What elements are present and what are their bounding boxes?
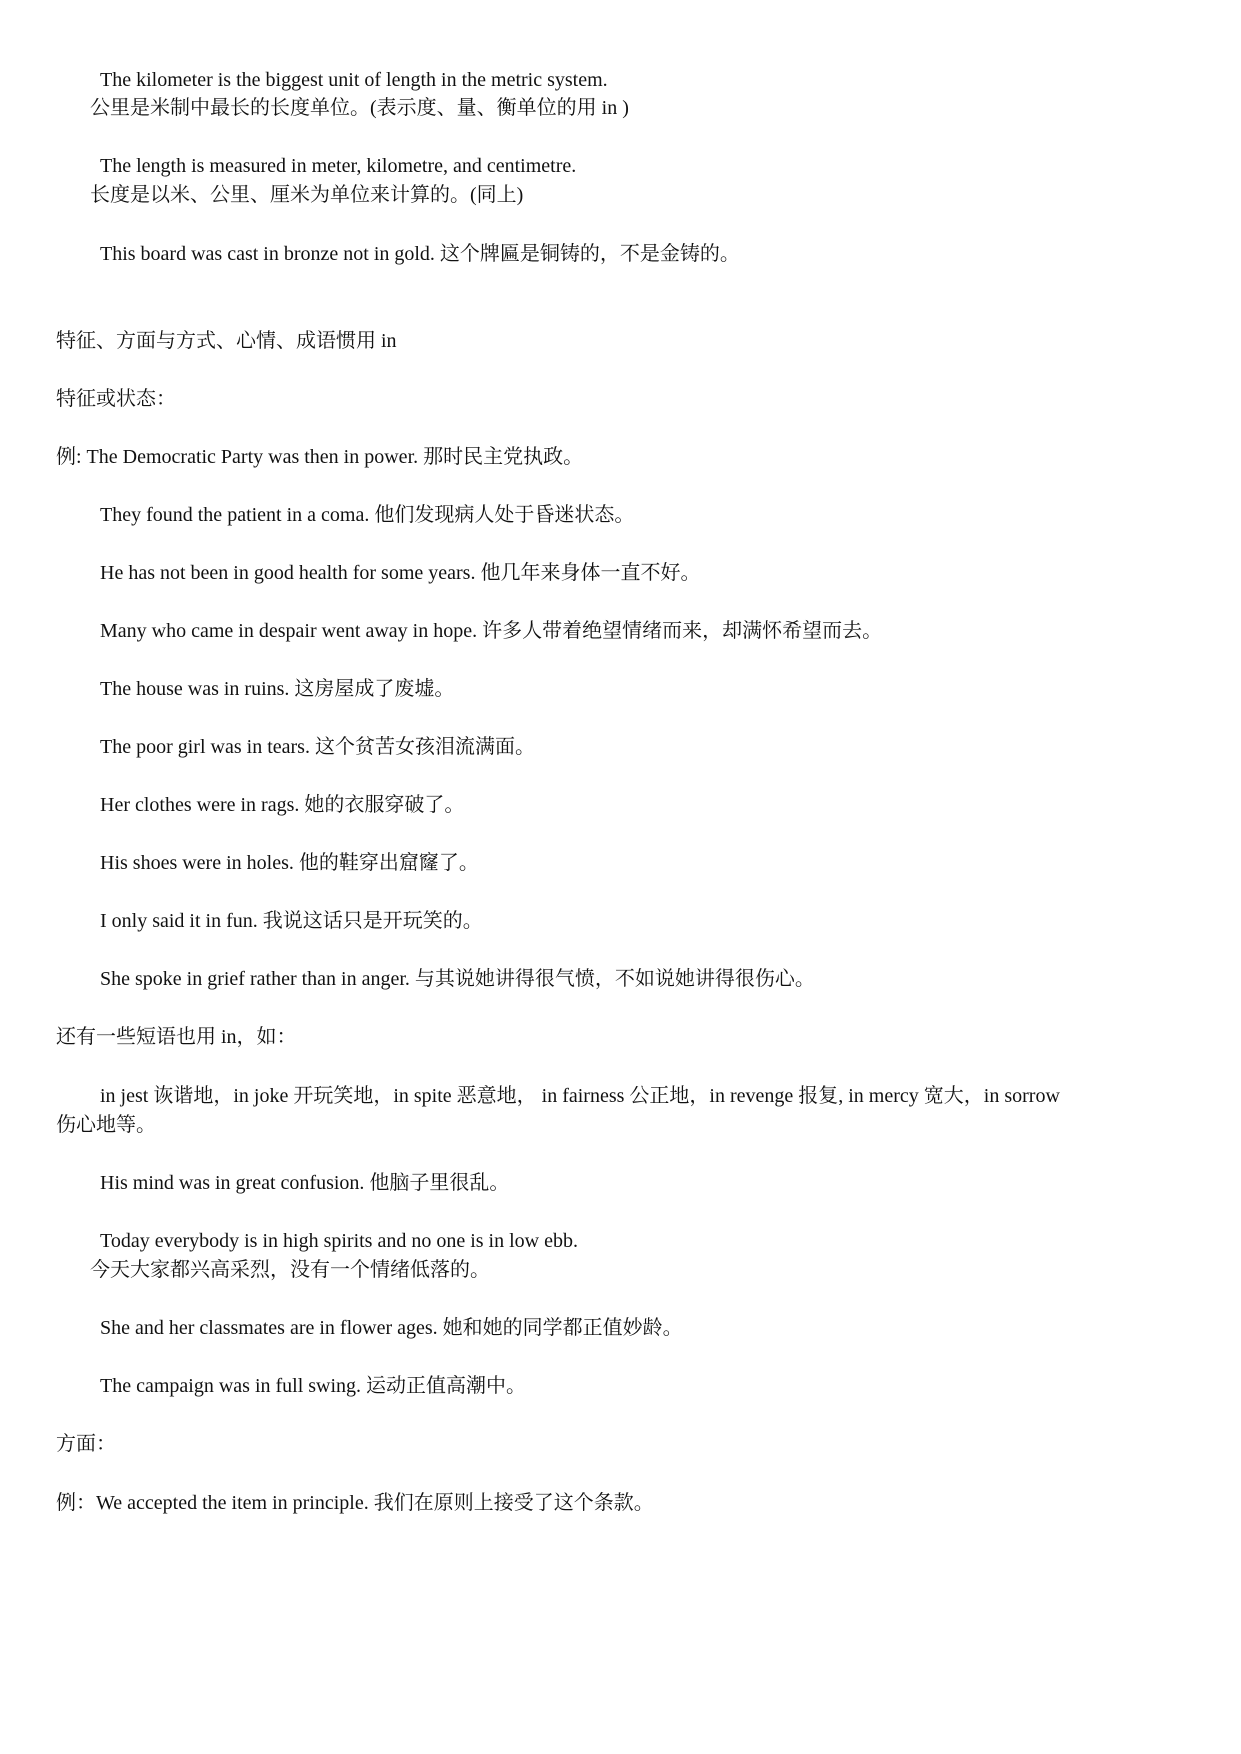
example-line: She spoke in grief rather than in anger. 与其说她讲得很气愤，不如说她讲得很伤心。	[100, 968, 815, 990]
text-line: 还有一些短语也用 in，如：	[56, 1026, 297, 1048]
example-line: The campaign was in full swing. 运动正值高潮中。	[100, 1375, 527, 1397]
example-line: Today everybody is in high spirits and no one is in low ebb.	[100, 1230, 578, 1252]
example-line: The poor girl was in tears. 这个贫苦女孩泪流满面。	[100, 736, 535, 758]
example-line: 例：We accepted the item in principle. 我们在原则上接受了这个条款。	[56, 1492, 654, 1514]
example-line: I only said it in fun. 我说这话只是开玩笑的。	[100, 910, 483, 932]
text-line: The kilometer is the biggest unit of length in the metric system.	[100, 69, 608, 91]
subsection-heading: 方面：	[56, 1433, 116, 1455]
example-line: 例: The Democratic Party was then in power. 那时民主党执政。	[56, 446, 584, 468]
example-line: His mind was in great confusion. 他脑子里很乱。	[100, 1172, 510, 1194]
example-line: His shoes were in holes. 他的鞋穿出窟窿了。	[100, 852, 479, 874]
example-line: The house was in ruins. 这房屋成了废墟。	[100, 678, 455, 700]
translation-line: 今天大家都兴高采烈，没有一个情绪低落的。	[90, 1259, 490, 1281]
phrase-list-line: in jest 诙谐地，in joke 开玩笑地，in spite 恶意地， in fairness 公正地，in revenge 报复, in mercy 宽大，in sorrow	[100, 1085, 1060, 1107]
phrase-list-line: 伤心地等。	[56, 1114, 156, 1136]
section-heading: 特征、方面与方式、心情、成语惯用 in	[56, 330, 397, 352]
text-line: 长度是以米、公里、厘米为单位来计算的。(同上)	[90, 184, 524, 206]
text-line: 公里是米制中最长的长度单位。(表示度、量、衡单位的用 in )	[90, 97, 629, 119]
example-line: Her clothes were in rags. 她的衣服穿破了。	[100, 794, 465, 816]
example-line: She and her classmates are in flower ages. 她和她的同学都正值妙龄。	[100, 1317, 683, 1339]
subsection-heading: 特征或状态：	[56, 388, 176, 410]
example-line: He has not been in good health for some years. 他几年来身体一直不好。	[100, 562, 701, 584]
text-line: The length is measured in meter, kilometre, and centimetre.	[100, 155, 577, 177]
example-line: They found the patient in a coma. 他们发现病人处于昏迷状态。	[100, 504, 635, 526]
example-line: Many who came in despair went away in hope. 许多人带着绝望情绪而来，却满怀希望而去。	[100, 620, 883, 642]
text-line: This board was cast in bronze not in gold. 这个牌匾是铜铸的，不是金铸的。	[100, 243, 740, 265]
